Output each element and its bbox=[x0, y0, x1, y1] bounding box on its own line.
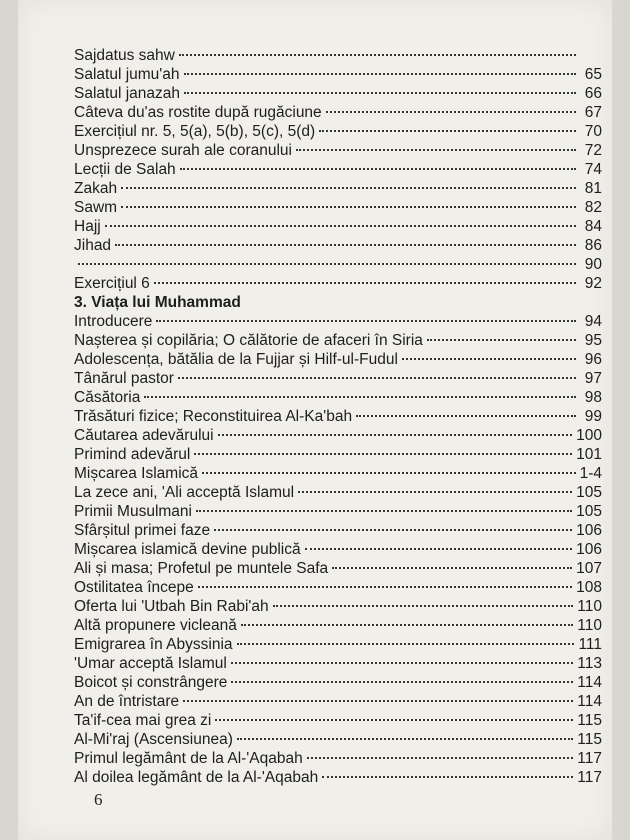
toc-entry-page: 84 bbox=[584, 218, 602, 235]
toc-dot-leader bbox=[332, 567, 572, 569]
toc-dot-leader bbox=[322, 776, 573, 778]
toc-entry-page: 114 bbox=[577, 693, 602, 710]
toc-entry bbox=[74, 692, 602, 711]
toc-dot-leader bbox=[319, 130, 576, 132]
toc-dot-leader bbox=[402, 358, 576, 360]
toc-entry-page: 65 bbox=[584, 66, 602, 83]
toc-entry-title: Exercițiul nr. 5, 5(a), 5(b), 5(c), 5(d) bbox=[74, 123, 316, 140]
toc-entry-title: Lecții de Salah bbox=[74, 161, 176, 178]
toc-entry-page: 115 bbox=[577, 712, 602, 729]
toc-dot-leader bbox=[196, 510, 572, 512]
toc-entry bbox=[74, 559, 602, 578]
toc-entry-title: Căsătoria bbox=[74, 389, 141, 406]
toc-dot-leader bbox=[296, 149, 576, 151]
toc-entry-page: 90 bbox=[584, 256, 602, 273]
page-number: 6 bbox=[94, 790, 103, 809]
toc-entry bbox=[74, 217, 602, 236]
toc-entry-page: 110 bbox=[577, 598, 602, 615]
toc-entry-title: Tânărul pastor bbox=[74, 370, 174, 387]
toc-entry-title: Oferta lui 'Utbah Bin Rabi'ah bbox=[74, 598, 269, 615]
toc-entry-title: Mișcarea Islamică bbox=[74, 465, 199, 482]
toc-entry-page: 97 bbox=[584, 370, 602, 387]
toc-entry-page: 113 bbox=[577, 655, 602, 672]
toc-entry bbox=[74, 483, 602, 502]
toc-entry-page: 66 bbox=[584, 85, 602, 102]
toc-dot-leader bbox=[156, 320, 576, 322]
toc-dot-leader bbox=[184, 92, 576, 94]
toc-entry-title: Sawm bbox=[74, 199, 118, 216]
toc-entry-page: 74 bbox=[584, 161, 602, 178]
toc-entry bbox=[74, 616, 602, 635]
toc-entry-page: 106 bbox=[576, 541, 602, 558]
toc-entry bbox=[74, 578, 602, 597]
toc-entry-title: Sajdatus sahw bbox=[74, 47, 175, 64]
toc-dot-leader bbox=[231, 662, 573, 664]
toc-dot-leader bbox=[144, 396, 576, 398]
toc-dot-leader bbox=[154, 282, 576, 284]
toc-entry bbox=[74, 84, 602, 103]
toc-entry bbox=[74, 407, 602, 426]
toc-dot-leader bbox=[214, 529, 572, 531]
toc-dot-leader bbox=[178, 377, 576, 379]
toc-dot-leader bbox=[298, 491, 572, 493]
toc-entry bbox=[74, 502, 602, 521]
toc-entry-page: 105 bbox=[576, 484, 602, 501]
toc-dot-leader bbox=[231, 681, 573, 683]
toc-entry-title: Boicot și constrângere bbox=[74, 674, 228, 691]
toc-dot-leader bbox=[218, 434, 573, 436]
toc-dot-leader bbox=[105, 225, 576, 227]
toc-entry bbox=[74, 103, 602, 122]
toc-entry-title: Primul legământ de la Al-'Aqabah bbox=[74, 750, 303, 767]
toc-entry-page: 98 bbox=[584, 389, 602, 406]
toc-entry-title: Exercițiul 6 bbox=[74, 275, 150, 292]
toc-entry-page: 106 bbox=[576, 522, 602, 539]
toc-dot-leader bbox=[121, 187, 576, 189]
toc-entry bbox=[74, 274, 602, 293]
toc-entry bbox=[74, 540, 602, 559]
toc-dot-leader bbox=[184, 73, 577, 75]
toc-entry bbox=[74, 141, 602, 160]
toc-dot-leader bbox=[198, 586, 572, 588]
toc-entry-title: Trăsături fizice; Reconstituirea Al-Ka'bah bbox=[74, 408, 353, 425]
toc-entry bbox=[74, 711, 602, 730]
toc-entry-title: Ali și masa; Profetul pe muntele Safa bbox=[74, 560, 329, 577]
toc-entry-title: Sfârșitul primei faze bbox=[74, 522, 211, 539]
toc-entry-title: Hajj bbox=[74, 218, 101, 235]
toc-entry-title: Altă propunere vicleană bbox=[74, 617, 237, 634]
toc-entry bbox=[74, 768, 602, 787]
toc-entry bbox=[74, 388, 602, 407]
toc-entry-page: 1-4 bbox=[579, 465, 602, 482]
toc-entry-page: 81 bbox=[584, 180, 602, 197]
toc-entry-page: 114 bbox=[577, 674, 602, 691]
toc-entry-page: 99 bbox=[584, 408, 602, 425]
toc-dot-leader bbox=[305, 548, 573, 550]
toc-entry bbox=[74, 122, 602, 141]
toc-dot-leader bbox=[326, 111, 576, 113]
toc-entry bbox=[74, 312, 602, 331]
toc-entry-page: 82 bbox=[584, 199, 602, 216]
toc-entry bbox=[74, 730, 602, 749]
toc-entry-page: 111 bbox=[578, 636, 602, 653]
toc-entry-page: 110 bbox=[577, 617, 602, 634]
toc-entry-page: 86 bbox=[584, 237, 602, 254]
toc-entry bbox=[74, 350, 602, 369]
toc-dot-leader bbox=[180, 168, 576, 170]
toc-entry bbox=[74, 464, 602, 483]
table-of-contents bbox=[74, 46, 602, 787]
toc-entry-page: 115 bbox=[577, 731, 602, 748]
toc-entry bbox=[74, 179, 602, 198]
toc-entry bbox=[74, 445, 602, 464]
toc-dot-leader bbox=[202, 472, 576, 474]
toc-entry bbox=[74, 635, 602, 654]
toc-entry bbox=[74, 749, 602, 768]
toc-entry-title: Salatul janazah bbox=[74, 85, 180, 102]
toc-dot-leader bbox=[307, 757, 574, 759]
toc-entry-page: 105 bbox=[576, 503, 602, 520]
toc-dot-leader bbox=[78, 263, 576, 265]
toc-dot-leader bbox=[179, 54, 576, 56]
toc-entry-title: Primind adevărul bbox=[74, 446, 191, 463]
toc-entry-page: 101 bbox=[576, 446, 602, 463]
toc-entry bbox=[74, 426, 602, 445]
toc-entry-title: Ostilitatea începe bbox=[74, 579, 194, 596]
toc-entry-title: Mișcarea islamică devine publică bbox=[74, 541, 301, 558]
toc-entry-page: 96 bbox=[584, 351, 602, 368]
book-page bbox=[18, 0, 612, 840]
toc-entry bbox=[74, 65, 602, 84]
toc-entry-page: 108 bbox=[576, 579, 602, 596]
toc-entry-title: Primii Musulmani bbox=[74, 503, 192, 520]
toc-dot-leader bbox=[121, 206, 576, 208]
toc-entry bbox=[74, 369, 602, 388]
toc-entry-title: Ta'if-cea mai grea zi bbox=[74, 712, 212, 729]
toc-entry-page: 117 bbox=[577, 750, 602, 767]
toc-entry-title: 3. Viața lui Muhammad bbox=[74, 294, 241, 311]
toc-entry-title: An de întristare bbox=[74, 693, 180, 710]
toc-entry-title: Nașterea și copilăria; O călătorie de afaceri în Siria bbox=[74, 332, 423, 349]
toc-entry-title: Salatul jumu'ah bbox=[74, 66, 180, 83]
toc-entry-title: 'Umar acceptă Islamul bbox=[74, 655, 227, 672]
toc-entry-page: 67 bbox=[584, 104, 602, 121]
toc-entry-page: 100 bbox=[576, 427, 602, 444]
toc-section-heading bbox=[74, 293, 602, 312]
toc-entry-page: 72 bbox=[584, 142, 602, 159]
toc-entry-page: 92 bbox=[584, 275, 602, 292]
toc-entry-title: Introducere bbox=[74, 313, 153, 330]
toc-entry-page: 117 bbox=[577, 769, 602, 786]
toc-entry-title: Adolescența, bătălia de la Fujjar și Hilf-ul-Fudul bbox=[74, 351, 398, 368]
toc-dot-leader bbox=[183, 700, 573, 702]
toc-entry-page: 70 bbox=[584, 123, 602, 140]
toc-entry-title: Zakah bbox=[74, 180, 118, 197]
toc-dot-leader bbox=[237, 738, 573, 740]
toc-entry-title: Unsprezece surah ale coranului bbox=[74, 142, 292, 159]
toc-dot-leader bbox=[427, 339, 576, 341]
toc-entry-title: Al-Mi'raj (Ascensiunea) bbox=[74, 731, 233, 748]
toc-entry-title: Căutarea adevărului bbox=[74, 427, 214, 444]
toc-dot-leader bbox=[356, 415, 576, 417]
toc-entry bbox=[74, 198, 602, 217]
toc-entry bbox=[74, 46, 602, 65]
toc-dot-leader bbox=[241, 624, 573, 626]
toc-entry bbox=[74, 673, 602, 692]
toc-dot-leader bbox=[194, 453, 572, 455]
toc-entry-title: Al doilea legământ de la Al-'Aqabah bbox=[74, 769, 319, 786]
toc-entry bbox=[74, 236, 602, 255]
toc-entry bbox=[74, 255, 602, 274]
toc-entry-page: 94 bbox=[584, 313, 602, 330]
toc-entry bbox=[74, 654, 602, 673]
toc-dot-leader bbox=[237, 643, 575, 645]
toc-entry bbox=[74, 331, 602, 350]
toc-entry-title: Câteva du'as rostite după rugăciune bbox=[74, 104, 322, 121]
toc-entry-title: Emigrarea în Abyssinia bbox=[74, 636, 233, 653]
toc-dot-leader bbox=[115, 244, 576, 246]
toc-entry-title: Jihad bbox=[74, 237, 112, 254]
toc-entry bbox=[74, 160, 602, 179]
toc-entry-title: La zece ani, 'Ali acceptă Islamul bbox=[74, 484, 295, 501]
toc-entry-page: 95 bbox=[584, 332, 602, 349]
toc-entry bbox=[74, 597, 602, 616]
toc-entry-page: 107 bbox=[576, 560, 602, 577]
toc-dot-leader bbox=[273, 605, 574, 607]
toc-dot-leader bbox=[215, 719, 573, 721]
toc-entry bbox=[74, 521, 602, 540]
